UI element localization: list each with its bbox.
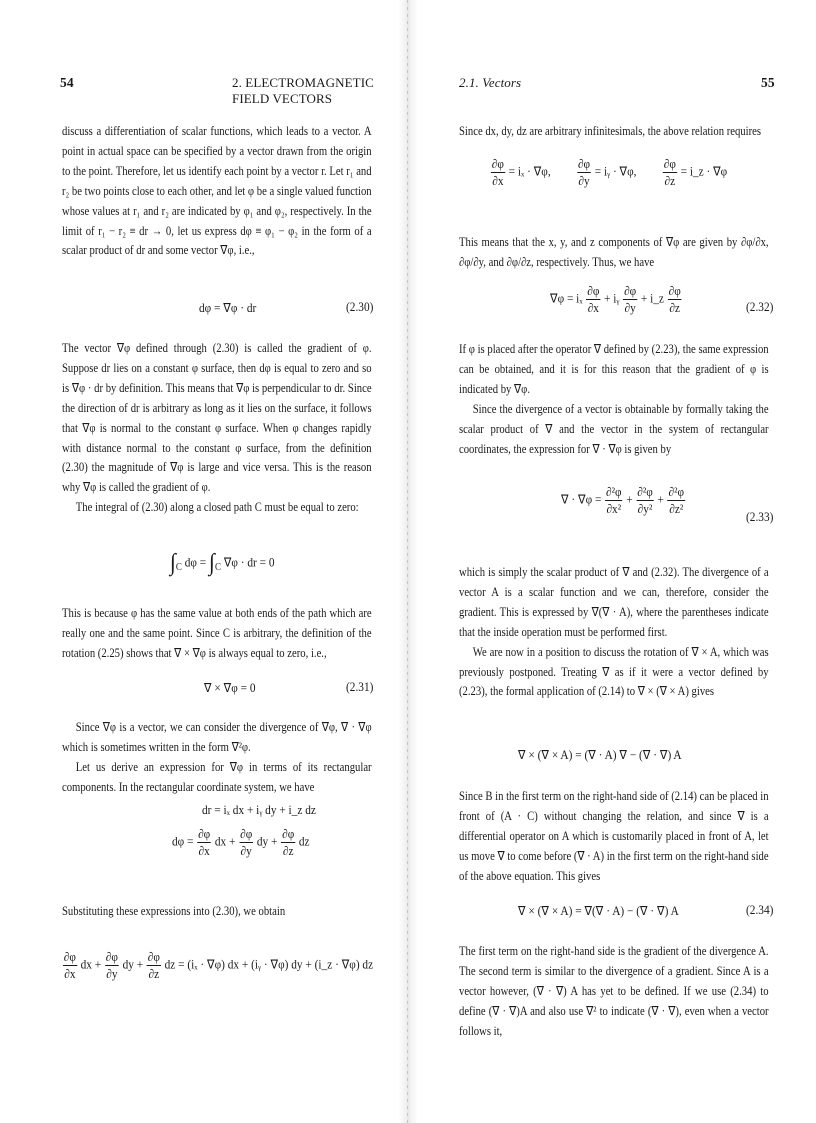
equation-rotation-1: ∇ × (∇ × A) = (∇ · A) ∇ − (∇ · ∇) A <box>518 748 682 762</box>
equation-2-33-number: (2.33) <box>746 510 774 524</box>
right-para-7-text: Since B in the first term on the right-hand side of (2.14) can be placed in front of (A · C) without changing the relation, and since ∇ is a differential operator on A which is customarily placed in front of A, let us move ∇ to come before (∇ · A) in the first term on the right-hand side of the above equation. This gives <box>459 789 769 883</box>
integral-sign-1: ∫ <box>170 550 176 576</box>
equation-substitution <box>62 949 373 982</box>
equation-2-31-number: (2.31) <box>346 680 374 694</box>
frac-den: ∂x² <box>606 502 622 516</box>
frac-dphi-dy <box>577 156 591 189</box>
left-para-2-text: The vector ∇φ defined through (2.30) is called the gradient of φ. Suppose dr lies on a constant φ surface, then dφ is equal to zero and so is ∇φ · dr by definition. This means that ∇φ is perpendicular to dr. Since the direction of dr is arbitrary as long as it lies on the surface, it follows that ∇φ is normal to the constant φ surface. When φ changes rapidly with distance normal to the constant φ surface, from the definition (2.30) the magnitude of ∇φ is large and vice versa. This is the reason why ∇φ is called the gradient of φ. <box>62 341 372 495</box>
frac-dphi-dy <box>105 949 119 982</box>
frac-num: ∂φ <box>624 284 637 298</box>
frac-num: ∂²φ <box>637 485 653 499</box>
left-para-5-text: Since ∇φ is a vector, we can consider the divergence of ∇φ, ∇ · ∇φ which is sometimes written in the form ∇²φ. <box>62 720 372 754</box>
plus-sign: + <box>657 492 664 507</box>
integral-sign-2: ∫ <box>209 550 215 576</box>
left-para-4 <box>62 604 372 664</box>
equation-2-32-number: (2.32) <box>746 300 774 314</box>
left-para-3-text: The integral of (2.30) along a closed path C must be equal to zero: <box>75 500 359 515</box>
right-running-head: 2.1. Vectors <box>459 75 522 90</box>
left-para-7 <box>62 902 372 922</box>
equation-2-30: dφ = ∇φ · dr <box>199 301 257 315</box>
right-para-3-text: If φ is placed after the operator ∇ defined by (2.23), the same expression can be obtained, and it is for this reason that the gradient of φ is indicated by ∇φ. <box>459 342 769 396</box>
right-para-1-text: Since dx, dy, dz are arbitrary infinitesimals, the above relation requires <box>459 124 762 138</box>
integral-lhs: dφ = <box>184 555 207 570</box>
frac-den: ∂x <box>587 301 599 315</box>
frac-num: ∂²φ <box>668 485 685 499</box>
frac-num: ∂φ <box>198 827 211 841</box>
integral-rhs: ∇φ · dr = 0 <box>223 555 275 570</box>
frac-dphi-dx <box>586 283 600 316</box>
equation-2-33 <box>561 484 686 517</box>
frac-num: ∂φ <box>240 827 253 841</box>
equation-2-34: ∇ × (∇ × A) = ∇(∇ · A) − (∇ · ∇) A <box>518 904 679 918</box>
frac-num: ∂²φ <box>606 485 622 499</box>
frac-num: ∂φ <box>663 157 676 171</box>
frac-dphi-dz <box>147 949 161 982</box>
frac-den: ∂x <box>492 174 504 188</box>
left-para-5 <box>62 718 372 798</box>
right-para-6-text: We are now in a position to discuss the rotation of ∇ × A, which was previously postponed. Treating ∇ as if it were a vector defined by (2.23), the formal application of (2.14) to ∇ × (∇ × A) gives <box>459 644 769 699</box>
frac-den: ∂y <box>240 844 252 858</box>
right-para-5 <box>459 563 769 702</box>
frac-dphi-dx <box>491 156 505 189</box>
right-para-4-text: Since the divergence of a vector is obtainable by formally taking the scalar product of ∇ and the vector in the system of rectangular coordinates, the expression for ∇ · ∇φ is given by <box>459 401 769 456</box>
frac-den: ∂z <box>664 174 676 188</box>
frac-den: ∂x <box>198 844 210 858</box>
frac-dphi-dy <box>623 283 637 316</box>
frac-den: ∂z <box>282 844 294 858</box>
frac-den: ∂z <box>148 967 160 981</box>
term-dx: dx + <box>214 834 236 849</box>
left-para-2 <box>62 339 372 518</box>
frac-dphi-dz <box>668 283 682 316</box>
frac-num: ∂φ <box>587 284 600 298</box>
frac-den: ∂y <box>624 301 636 315</box>
right-para-5-text: which is simply the scalar product of ∇ and (2.32). The divergence of a vector A is a scalar function and we can, therefore, consider the gradient. This is expressed by ∇(∇ · A), where the parentheses indicate that the inside operation must be performed first. <box>459 565 769 639</box>
left-para-6-text: Let us derive an expression for ∇φ in terms of its rectangular components. In the rectangular coordinate system, we have <box>62 759 372 794</box>
frac-den: ∂y <box>578 174 590 188</box>
left-page-number: 54 <box>60 75 74 90</box>
frac-num: ∂φ <box>577 157 591 171</box>
frac-num: ∂φ <box>63 950 76 964</box>
equation-2-30-number: (2.30) <box>346 300 374 314</box>
frac-den: ∂x <box>64 967 76 981</box>
term-dz: dz <box>298 834 310 849</box>
term-dy: dy + <box>256 834 278 849</box>
right-para-1 <box>459 122 769 142</box>
right-para-2-text: This means that the x, y, and z components of ∇φ are given by ∂φ/∂x, ∂φ/∂y, and ∂φ/∂z, respectively. Thus, we have <box>459 235 769 269</box>
frac-num: ∂φ <box>147 950 160 964</box>
equation-dr: dr = iₓ dx + iᵧ dy + i_z dz <box>202 803 316 817</box>
term-dy: dy + <box>122 957 144 972</box>
frac-dphi-dy <box>239 826 253 859</box>
dphi-lhs: dφ = <box>172 834 194 849</box>
right-page-number: 55 <box>761 75 775 90</box>
right-para-8 <box>459 942 769 1042</box>
term-dx: dx + <box>80 957 102 972</box>
equation-2-31: ∇ × ∇φ = 0 <box>204 681 256 695</box>
right-page <box>408 0 816 1123</box>
right-para-8-text: The first term on the right-hand side is the gradient of the divergence A. The second term is similar to the divergence of a gradient. Since A is a vector however, (∇ · ∇) A has yet to be defined. If we use (2.34) to define (∇ · ∇)A and also use ∇² to indicate (∇ · ∇), even when a vector follows it, <box>459 944 769 1038</box>
substitution-rhs: dz = (iₓ · ∇φ) dx + (iᵧ · ∇φ) dy + (i_z · ∇φ) dz <box>164 957 374 972</box>
right-para-7 <box>459 787 769 887</box>
equation-2-34-number: (2.34) <box>746 903 774 917</box>
frac-num: ∂φ <box>105 950 118 964</box>
frac-den: ∂y² <box>637 502 653 516</box>
component-y: = iᵧ · ∇φ, <box>594 164 637 179</box>
frac-num: ∂φ <box>668 284 681 298</box>
right-para-2 <box>459 233 769 273</box>
integral-sub-1: C <box>175 561 182 573</box>
frac-d2phi-dy2 <box>636 484 653 517</box>
left-para-1 <box>62 122 372 261</box>
equation-dphi <box>172 826 310 859</box>
frac-d2phi-dz2 <box>668 484 685 517</box>
frac-den: ∂z <box>669 301 680 315</box>
eq-232-y: + iᵧ <box>604 291 620 306</box>
eq-232-z: + i_z <box>640 291 664 306</box>
frac-d2phi-dx2 <box>605 484 622 517</box>
eq-232-lhs: ∇φ = iₓ <box>550 291 583 306</box>
left-para-1-text: discuss a differentiation of scalar functions, which leads to a vector. A point in actual space can be specified by a vector drawn from the origin to the point. Therefore, let us identify each point by a vector r. Let r₁ and r₂ be two points close to each other, and let φ be a single valued function whose values at r₁ and r₂ are indicated by φ₁ and φ₂, respectively. In the limit of r₁ − r₂ ≡ dr → 0, let us express dφ ≡ φ₁ − φ₂ in the form of a scalar product of dr and some vector ∇φ, i.e., <box>62 124 372 258</box>
frac-dphi-dz <box>663 156 677 189</box>
frac-dphi-dz <box>281 826 295 859</box>
frac-den: ∂z² <box>669 502 684 516</box>
equation-closed-integral <box>170 550 275 577</box>
right-para-3 <box>459 340 769 459</box>
left-running-head: 2. ELECTROMAGNETIC FIELD VECTORS <box>232 75 374 106</box>
frac-den: ∂y <box>106 967 118 981</box>
left-para-4-text: This is because φ has the same value at both ends of the path which are really one and the same point. Since C is arbitrary, the definition of the rotation (2.25) shows that ∇ × ∇φ is always equal to zero, i.e., <box>62 606 372 660</box>
left-para-7-text: Substituting these expressions into (2.30), we obtain <box>62 904 286 918</box>
frac-num: ∂φ <box>491 157 504 171</box>
frac-num: ∂φ <box>282 827 295 841</box>
frac-dphi-dx <box>63 949 77 982</box>
component-z: = i_z · ∇φ <box>680 164 728 179</box>
component-x: = iₓ · ∇φ, <box>508 164 551 179</box>
equation-2-32 <box>550 283 683 316</box>
eq-233-lhs: ∇ · ∇φ = <box>561 492 602 507</box>
integral-sub-2: C <box>214 561 221 573</box>
frac-dphi-dx <box>197 826 211 859</box>
plus-sign: + <box>626 492 633 507</box>
equation-components <box>490 156 727 189</box>
